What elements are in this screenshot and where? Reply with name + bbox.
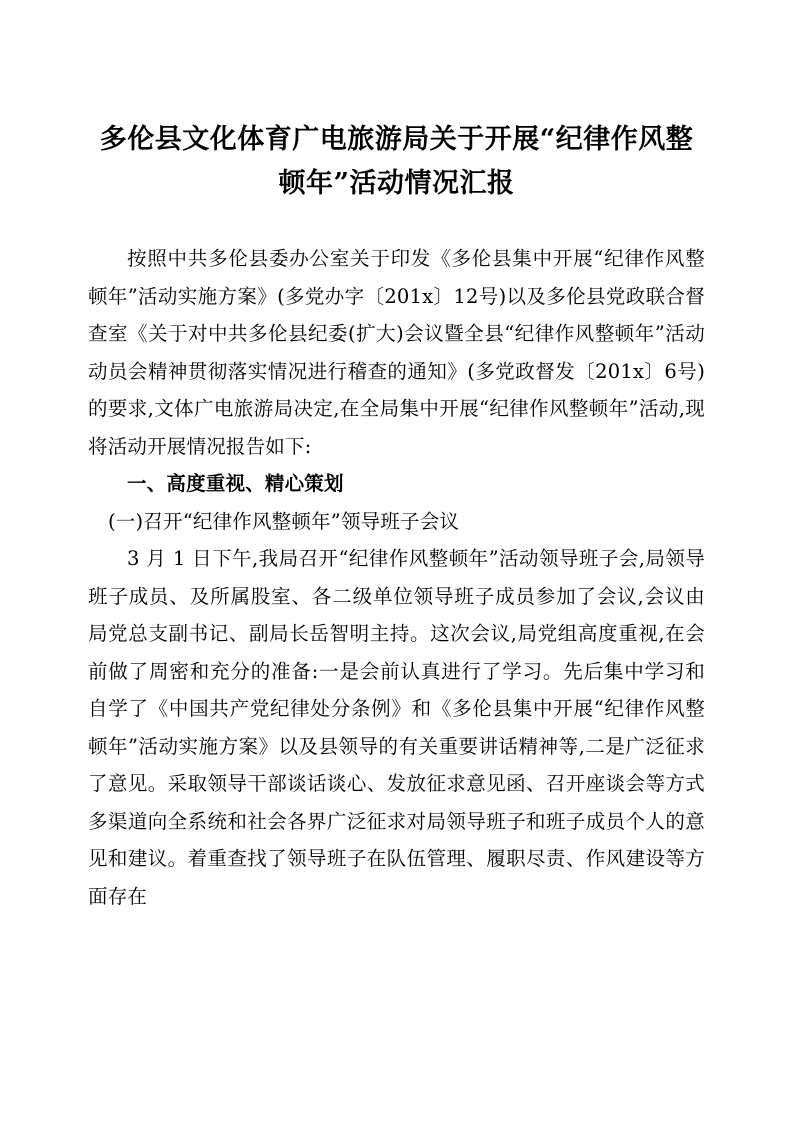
paragraph-intro: 按照中共多伦县委办公室关于印发《多伦县集中开展“纪律作风整顿年”活动实施方案》(多党办字〔201x〕12号)以及多伦县党政联合督查室《关于对中共多伦县纪委(扩大)会议暨全县“纪律作风整顿年”活动动员会精神贯彻落实情况进行稽查的通知》(多党政督发〔201x〕6号)的要求,文体广电旅游局决定,在全局集中开展“纪律作风整顿年”活动,现将活动开展情况报告如下: <box>88 247 705 458</box>
page-title: 多伦县文化体育广电旅游局关于开展“纪律作风整顿年”活动情况汇报 <box>99 124 694 199</box>
paragraph-meeting-detail: 3 月 1 日下午,我局召开“纪律作风整顿年”活动领导班子会,局领导班子成员、及所属股室、各二级单位领导班子成员参加了会议,会议由局党总支副书记、副局长岳智明主持。这次会议,局党组高度重视,在会前做了周密和充分的准备:一是会前认真进行了学习。先后集中学习和自学了《中国共产党纪律处分条例》和《多伦县集中开展“纪律作风整顿年”活动实施方案》以及县领导的有关重要讲话精神等,二是广泛征求了意见。采取领导干部谈话谈心、发放征求意见函、召开座谈会等方式多渠道向全系统和社会各界广泛征求对局领导班子和班子成员个人的意见和建议。着重查找了领导班子在队伍管理、履职尽责、作风建设等方面存在 <box>88 547 705 908</box>
section-heading-one: 一、高度重视、精心策划 <box>127 472 344 495</box>
subsection-heading-one: (一)召开“纪律作风整顿年”领导班子会议 <box>108 509 460 533</box>
